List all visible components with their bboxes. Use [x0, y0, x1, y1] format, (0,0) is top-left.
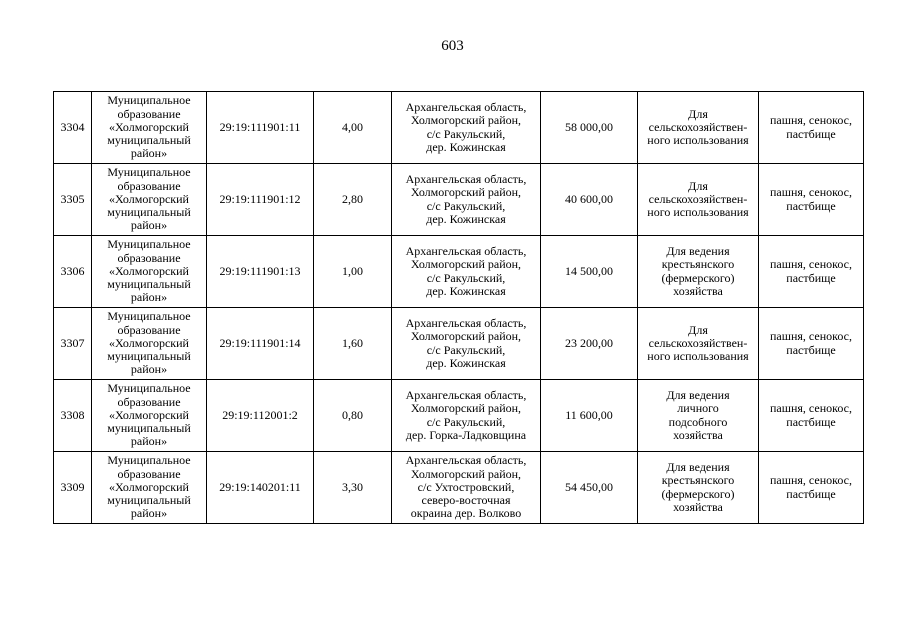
- table-row: [54, 164, 864, 236]
- land-use-cell: пашня, сенокос, пастбище: [759, 236, 864, 308]
- row-number: 3309: [54, 452, 92, 524]
- area-cell: 4,00: [314, 92, 392, 164]
- purpose-cell: Для ведения личного подсобного хозяйства: [638, 380, 759, 452]
- purpose-cell: Для сельскохозяйствен- ного использования: [638, 308, 759, 380]
- location-cell: Архангельская область, Холмогорский район, с/с Ракульский, дер. Кожинская: [392, 236, 541, 308]
- value-cell: 11 600,00: [541, 380, 638, 452]
- owner-cell: Муниципальное образование «Холмогорский муниципальный район»: [92, 236, 207, 308]
- land-use-cell: пашня, сенокос, пастбище: [759, 164, 864, 236]
- area-cell: 1,00: [314, 236, 392, 308]
- purpose-cell: Для ведения крестьянского (фермерского) хозяйства: [638, 236, 759, 308]
- owner-cell: Муниципальное образование «Холмогорский муниципальный район»: [92, 92, 207, 164]
- row-number: 3304: [54, 92, 92, 164]
- purpose-cell: Для сельскохозяйствен- ного использования: [638, 92, 759, 164]
- row-number: 3307: [54, 308, 92, 380]
- value-cell: 54 450,00: [541, 452, 638, 524]
- area-cell: 1,60: [314, 308, 392, 380]
- table-row: [54, 308, 864, 380]
- area-cell: 3,30: [314, 452, 392, 524]
- cadastral-number-cell: 29:19:111901:12: [207, 164, 314, 236]
- cadastral-number-cell: 29:19:140201:11: [207, 452, 314, 524]
- owner-cell: Муниципальное образование «Холмогорский муниципальный район»: [92, 452, 207, 524]
- owner-cell: Муниципальное образование «Холмогорский муниципальный район»: [92, 164, 207, 236]
- row-number: 3305: [54, 164, 92, 236]
- land-registry-table: [53, 91, 864, 524]
- purpose-cell: Для сельскохозяйствен- ного использования: [638, 164, 759, 236]
- table-row: [54, 380, 864, 452]
- value-cell: 40 600,00: [541, 164, 638, 236]
- land-use-cell: пашня, сенокос, пастбище: [759, 380, 864, 452]
- table-row: [54, 92, 864, 164]
- cadastral-number-cell: 29:19:111901:14: [207, 308, 314, 380]
- cadastral-number-cell: 29:19:111901:13: [207, 236, 314, 308]
- land-use-cell: пашня, сенокос, пастбище: [759, 452, 864, 524]
- location-cell: Архангельская область, Холмогорский район, с/с Ракульский, дер. Кожинская: [392, 92, 541, 164]
- row-number: 3306: [54, 236, 92, 308]
- owner-cell: Муниципальное образование «Холмогорский муниципальный район»: [92, 380, 207, 452]
- value-cell: 58 000,00: [541, 92, 638, 164]
- row-number: 3308: [54, 380, 92, 452]
- location-cell: Архангельская область, Холмогорский район, с/с Ухтостровский, северо-восточная окраина дер. Волково: [392, 452, 541, 524]
- land-use-cell: пашня, сенокос, пастбище: [759, 92, 864, 164]
- value-cell: 23 200,00: [541, 308, 638, 380]
- area-cell: 0,80: [314, 380, 392, 452]
- purpose-cell: Для ведения крестьянского (фермерского) хозяйства: [638, 452, 759, 524]
- page-number: 603: [441, 38, 464, 54]
- location-cell: Архангельская область, Холмогорский район, с/с Ракульский, дер. Кожинская: [392, 308, 541, 380]
- owner-cell: Муниципальное образование «Холмогорский муниципальный район»: [92, 308, 207, 380]
- area-cell: 2,80: [314, 164, 392, 236]
- table-row: [54, 236, 864, 308]
- cadastral-number-cell: 29:19:112001:2: [207, 380, 314, 452]
- table-row: [54, 452, 864, 524]
- value-cell: 14 500,00: [541, 236, 638, 308]
- location-cell: Архангельская область, Холмогорский район, с/с Ракульский, дер. Кожинская: [392, 164, 541, 236]
- cadastral-number-cell: 29:19:111901:11: [207, 92, 314, 164]
- location-cell: Архангельская область, Холмогорский район, с/с Ракульский, дер. Горка-Ладковщина: [392, 380, 541, 452]
- land-use-cell: пашня, сенокос, пастбище: [759, 308, 864, 380]
